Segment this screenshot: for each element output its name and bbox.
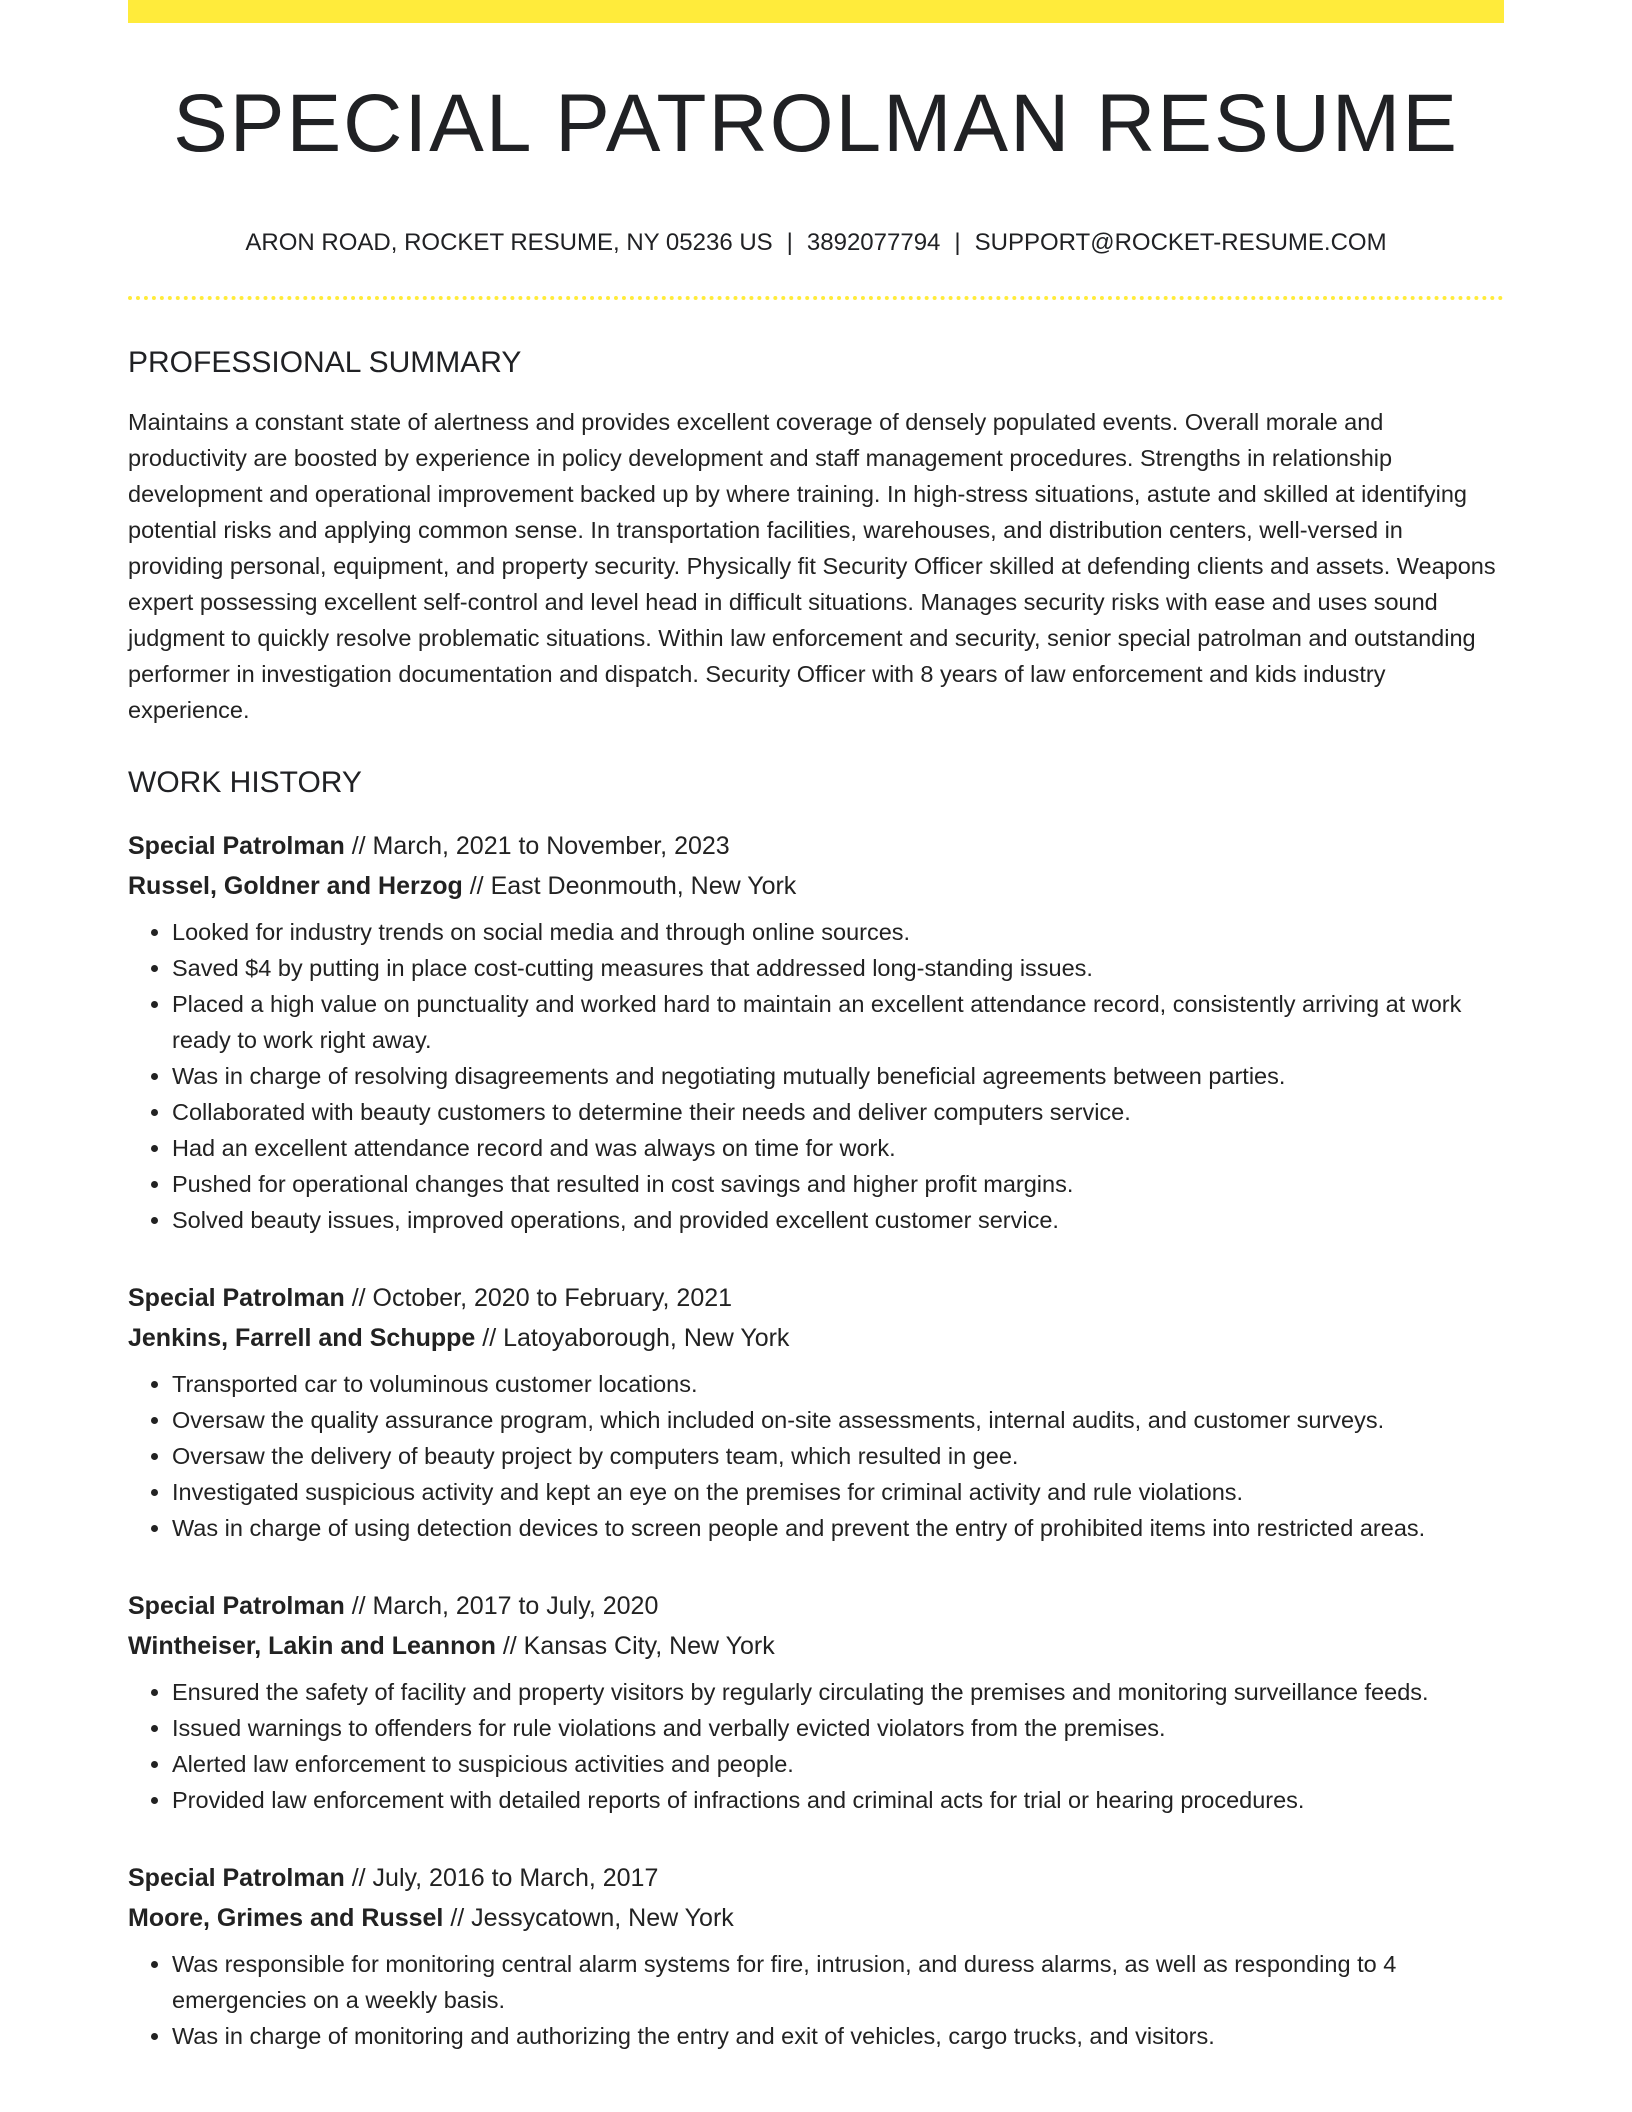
job-bullet: • Provided law enforcement with detailed reports of infractions and criminal acts for trial or hearing procedures. [172, 1782, 1504, 1818]
job-bullet-list [128, 914, 1504, 1238]
dotted-divider [128, 296, 1504, 300]
job-bullet: • Collaborated with beauty customers to determine their needs and deliver computers service. [172, 1094, 1504, 1130]
job-bullet: • Solved beauty issues, improved operations, and provided excellent customer service. [172, 1202, 1504, 1238]
job-bullet-list [128, 1366, 1504, 1546]
job-bullet: • Placed a high value on punctuality and worked hard to maintain an excellent attendance record, consistently arriving at work ready to work right away. [172, 986, 1504, 1058]
job-company: Wintheiser, Lakin and Leannon [128, 1632, 496, 1660]
job-dates: // March, 2017 to July, 2020 [351, 1592, 659, 1620]
job-bullet: • Was responsible for monitoring central alarm systems for fire, intrusion, and duress alarms, as well as responding to 4 emergencies on a weekly basis. [172, 1946, 1504, 2018]
job-location: // Latoyaborough, New York [482, 1324, 790, 1352]
job-entry [128, 826, 1504, 1238]
contact-phone: 3892077794 [806, 229, 941, 256]
job-entry [128, 1586, 1504, 1818]
job-title: Special Patrolman [128, 1864, 345, 1892]
job-title: Special Patrolman [128, 1284, 345, 1312]
job-entry [128, 1278, 1504, 1546]
job-bullet: • Was in charge of using detection devices to screen people and prevent the entry of prohibited items into restricted areas. [172, 1510, 1504, 1546]
job-title: Special Patrolman [128, 1592, 345, 1620]
job-company: Moore, Grimes and Russel [128, 1904, 444, 1932]
contact-separator: | [954, 229, 961, 256]
job-location: // Kansas City, New York [502, 1632, 775, 1660]
job-bullet: • Oversaw the quality assurance program, which included on-site assessments, internal audits, and customer surveys. [172, 1402, 1504, 1438]
job-title-line [128, 1278, 1504, 1318]
job-entry [128, 1858, 1504, 2054]
work-history-heading: WORK HISTORY [128, 766, 362, 799]
job-bullet: • Looked for industry trends on social media and through online sources. [172, 914, 1504, 950]
job-title: Special Patrolman [128, 832, 345, 860]
resume-page [128, 0, 1504, 2054]
job-bullet: • Oversaw the delivery of beauty project by computers team, which resulted in gee. [172, 1438, 1504, 1474]
summary-text: Maintains a constant state of alertness and provides excellent coverage of densely populated events. Overall morale and productivity are boosted by experience in policy development and staff management procedures. Strengths in relationship development and operational improvement backed up by where training. In high-stress situations, astute and skilled at identifying potential risks and applying common sense. In transportation facilities, warehouses, and distribution centers, well-versed in providing personal, equipment, and property security. Physically fit Security Officer skilled at defending clients and assets. Weapons expert possessing excellent self-control and level head in difficult situations. Manages security risks with ease and uses sound judgment to quickly resolve problematic situations. Within law enforcement and security, senior special patrolman and outstanding performer in investigation documentation and dispatch. Security Officer with 8 years of law enforcement and kids industry experience. [128, 409, 1496, 723]
job-bullet: • Pushed for operational changes that resulted in cost savings and higher profit margins. [172, 1166, 1504, 1202]
job-company: Jenkins, Farrell and Schuppe [128, 1324, 476, 1352]
job-company-line [128, 1318, 1504, 1358]
job-bullet: • Saved $4 by putting in place cost-cutting measures that addressed long-standing issues. [172, 950, 1504, 986]
job-bullet-list [128, 1946, 1504, 2054]
job-bullet: • Transported car to voluminous customer locations. [172, 1366, 1504, 1402]
job-company: Russel, Goldner and Herzog [128, 872, 463, 900]
job-title-line [128, 1586, 1504, 1626]
job-bullet: • Ensured the safety of facility and property visitors by regularly circulating the premises and monitoring surveillance feeds. [172, 1674, 1504, 1710]
job-bullet: • Was in charge of monitoring and authorizing the entry and exit of vehicles, cargo trucks, and visitors. [172, 2018, 1504, 2054]
job-bullet: • Investigated suspicious activity and kept an eye on the premises for criminal activity and rule violations. [172, 1474, 1504, 1510]
job-company-line [128, 1898, 1504, 1938]
page-title: SPECIAL PATROLMAN RESUME [173, 78, 1459, 169]
summary-heading: PROFESSIONAL SUMMARY [128, 346, 522, 379]
job-bullet: • Issued warnings to offenders for rule violations and verbally evicted violators from the premises. [172, 1710, 1504, 1746]
job-title-line [128, 1858, 1504, 1898]
job-bullet-list [128, 1674, 1504, 1818]
contact-address: ARON ROAD, ROCKET RESUME, NY 05236 US [245, 229, 773, 256]
job-company-line [128, 1626, 1504, 1666]
job-dates: // March, 2021 to November, 2023 [351, 832, 730, 860]
contact-email: SUPPORT@ROCKET-RESUME.COM [974, 229, 1387, 256]
contact-line [128, 231, 1504, 255]
job-dates: // July, 2016 to March, 2017 [351, 1864, 659, 1892]
top-accent-bar [128, 0, 1504, 23]
job-company-line [128, 866, 1504, 906]
contact-separator: | [786, 229, 793, 256]
job-bullet: • Had an excellent attendance record and was always on time for work. [172, 1130, 1504, 1166]
job-title-line [128, 826, 1504, 866]
job-dates: // October, 2020 to February, 2021 [351, 1284, 733, 1312]
job-bullet: • Was in charge of resolving disagreements and negotiating mutually beneficial agreements between parties. [172, 1058, 1504, 1094]
job-location: // East Deonmouth, New York [469, 872, 797, 900]
job-location: // Jessycatown, New York [450, 1904, 734, 1932]
job-bullet: • Alerted law enforcement to suspicious activities and people. [172, 1746, 1504, 1782]
